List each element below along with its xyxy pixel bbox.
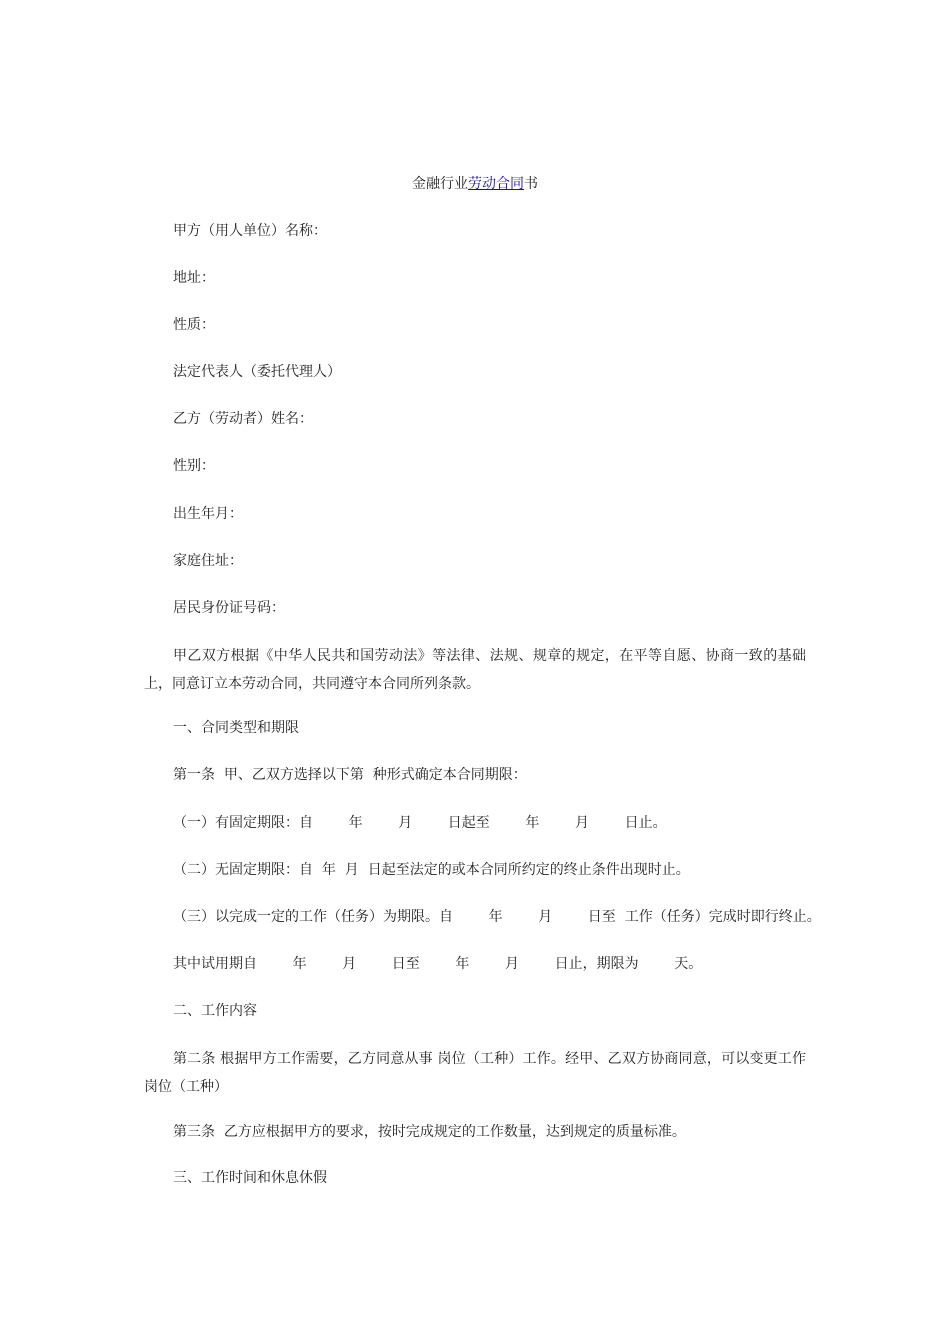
field-birth-date: 出生年月：: [173, 506, 243, 522]
probation-period: 其中试用期自 年 月 日至 年 月 日止，期限为 天。: [173, 956, 703, 972]
option-task-term: （三）以完成一定的工作（任务）为期限。自 年 月 日至 工作（任务）完成时即行终止。: [173, 909, 821, 925]
title-link-labor-contract[interactable]: 劳动合同: [468, 176, 524, 192]
article-2: 第二条 根据甲方工作需要，乙方同意从事 岗位（工种）工作。经甲、乙双方协商同意，可以变更工作岗位（工种）: [144, 1051, 806, 1095]
section-heading-working-hours: 三、工作时间和休息休假: [173, 1170, 327, 1186]
field-id-number: 居民身份证号码：: [173, 600, 285, 616]
section-heading-work-content: 二、工作内容: [173, 1003, 257, 1019]
field-home-address: 家庭住址：: [173, 553, 243, 569]
field-party-b-name: 乙方（劳动者）姓名：: [173, 411, 313, 427]
field-nature: 性质：: [173, 317, 215, 333]
field-address: 地址：: [173, 270, 215, 286]
field-party-a-name: 甲方（用人单位）名称：: [173, 223, 327, 239]
title-prefix: 金融行业: [412, 176, 468, 192]
preamble-paragraph: 甲乙双方根据《中华人民共和国劳动法》等法律、法规、规章的规定，在平等自愿、协商一致的基础上，同意订立本劳动合同，共同遵守本合同所列条款。: [144, 648, 806, 692]
field-legal-representative: 法定代表人（委托代理人）: [173, 364, 341, 380]
section-heading-contract-type: 一、合同类型和期限: [173, 720, 299, 736]
article-1: 第一条 甲、乙双方选择以下第 种形式确定本合同期限：: [173, 767, 527, 783]
article-3: 第三条 乙方应根据甲方的要求，按时完成规定的工作数量，达到规定的质量标准。: [173, 1124, 686, 1140]
title-suffix: 书: [524, 176, 538, 192]
option-open-term: （二）无固定期限：自 年 月 日起至法定的或本合同所约定的终止条件出现时止。: [173, 862, 690, 878]
option-fixed-term: （一）有固定期限：自 年 月 日起至 年 月 日止。: [173, 815, 667, 831]
field-gender: 性别：: [173, 458, 215, 474]
document-title: [0, 174, 950, 194]
